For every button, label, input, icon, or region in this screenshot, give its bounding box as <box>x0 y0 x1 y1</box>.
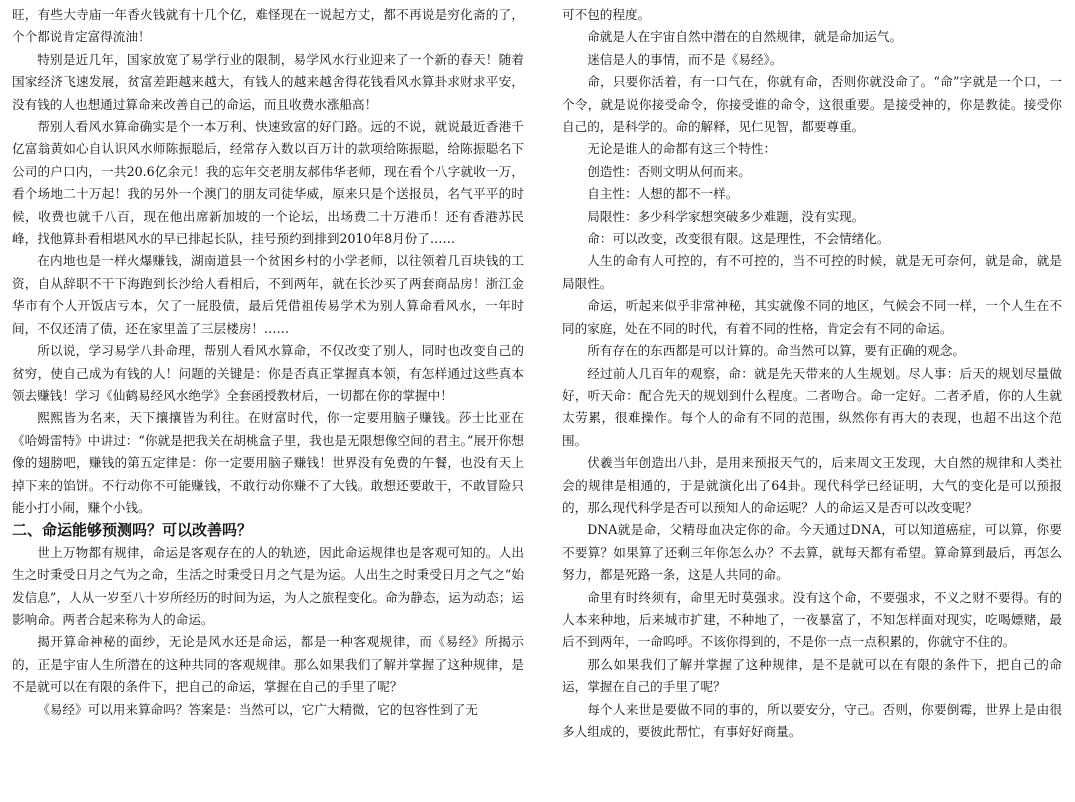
paragraph: 局限性：多少科学家想突破多少难题，没有实现。 <box>587 208 865 224</box>
paragraph: 所有存在的东西都是可以计算的。命当然可以算，要有正确的观念。 <box>587 343 965 359</box>
paragraph: 帮别人看风水算命确实是个一本万利、快速致富的好门路。远的不说，就说最近香港千亿富翁黄如心自认识风水师陈振聪后，经常存入数以百万计的款项给陈振聪，给陈振聪名下公司的户口内，一共20.6亿余元！我的忘年交老朋友郝伟华老师，现在看个八字就收一万，看个场地二十万起！我的另外一个澳门的朋友司徒华威，原来只是个送报员，名气平平的时候，收费也就千八百，现在他出席新加坡的一个论坛，出场费二十万港币！还有香港苏民峰，找他算卦看相堪风水的早已排起长队，挂号预约到排到2010年8月份了…… <box>12 119 524 247</box>
paragraph: 人生的命有人可控的，有不可控的，当不可控的时候，就是无可奈何，就是命，就是局限性。 <box>562 253 1062 291</box>
paragraph: 世上万物都有规律，命运是客观存在的人的轨迹，因此命运规律也是客观可知的。人出生之时秉受日月之气为之命，生活之时秉受日月之气是为运。人出生之时秉受日月之气之“始发信息”，人从一岁至八十岁所经历的时间为运，为人之旅程变化。命为静态，运为动态；运影响命。两者合起来称为人的命运。 <box>12 544 524 627</box>
paragraph: DNA就是命，父精母血决定你的命。今天通过DNA，可以知道癌症，可以算，你要不要算？如果算了还剩三年你怎么办？不去算，就每天都有希望。算命算到最后，再怎么努力，都是死路一条，这是人共同的命。 <box>562 522 1062 583</box>
paragraph-continuation: 可不包的程度。 <box>562 7 651 22</box>
paragraph: 所以说，学习易学八卦命理，帮别人看风水算命，不仅改变了别人，同时也改变自己的贫穷，使自己成为有钱的人！问题的关键是：你是否真正掌握真本领，有怎样通过这些真本领去赚钱！学习《仙鹤易经风水绝学》全套函授教材后，一切都在你的掌握中！ <box>12 343 524 403</box>
paragraph: 经过前人几百年的观察，命：就是先天带来的人生规划。尽人事：后天的规划尽量做好，听天命：配合先天的规划到什么程度。二者吻合。命一定好。二者矛盾，你的人生就太劳累，很难操作。每个人的命有不同的范围，纵然你有再大的表现，也超不出这个范围。 <box>562 365 1062 448</box>
paragraph: 特别是近几年，国家放宽了易学行业的限制，易学风水行业迎来了一个新的春天！随着国家经济飞速发展，贫富差距越来越大，有钱人的越来越舍得花钱看风水算卦求财求平安，没有钱的人也想通过算命来改善自己的命运，而且收费水涨船高！ <box>12 51 524 112</box>
section-heading: 二、命运能够预测吗？可以改善吗？ <box>12 521 253 540</box>
paragraph-continuation: 旺，有些大寺庙一年香火钱就有十几个亿，难怪现在一说起方丈，都不再说是穷化斋的了，个个都说肯定富得流油！ <box>12 7 524 45</box>
paragraph: 熙熙皆为名来，天下攘攘皆为利往。在财富时代，你一定要用脑子赚钱。莎士比亚在《哈姆雷特》中讲过：“你就是把我关在胡桃盒子里，我也是无限想像空间的君主。”展开你想像的翅膀吧，赚钱的第五定律是：你一定要用脑子赚钱！世界没有免费的午餐，也没有天上掉下来的馅饼。不行动你不可能赚钱，不敢行动你赚不了大钱。敢想还要敢干，不敢冒险只能小打小闹，赚个小钱。 <box>12 410 524 515</box>
paragraph: 命：可以改变，改变很有限。这是理性，不会情绪化。 <box>587 231 890 247</box>
right-text-column <box>562 4 1062 743</box>
paragraph: 伏羲当年创造出八卦，是用来预报天气的，后来周文王发现，大自然的规律和人类社会的规律是相通的，于是就演化出了64卦。现代科学已经证明，大气的变化是可以预报的，那么现代科学是否可以预知人的命运呢？人的命运又是否可以改变呢？ <box>562 455 1062 515</box>
paragraph: 《易经》可以用来算命吗？答案是：当然可以，它广大精微，它的包容性到了无 <box>37 701 478 717</box>
paragraph: 无论是谁人的命都有这三个特性： <box>587 141 777 157</box>
paragraph: 揭开算命神秘的面纱，无论是风水还是命运，都是一种客观规律，而《易经》所揭示的，正是宇宙人生所潜在的这种共同的客观规律。那么如果我们了解并掌握了这种规律，是不是就可以在有限的条件下，把自己的命运，掌握在自己的手里了呢？ <box>12 634 524 695</box>
paragraph: 自主性：人想的都不一样。 <box>587 186 739 202</box>
paragraph: 命里有时终须有，命里无时莫强求。没有这个命，不要强求，不义之财不要得。有的人本来种地，后来城市扩建，不种地了，一夜暴富了，不知怎样面对现实，吃喝嫖赌，最后不到两年，一命呜呼。不该你得到的，不是你一点一点积累的，你就守不住的。 <box>562 589 1062 650</box>
paragraph: 命运，听起来似乎非常神秘，其实就像不同的地区，气候会不同一样，一个人生在不同的家庭，处在不同的时代，有着不同的性格，肯定会有不同的命运。 <box>562 298 1062 336</box>
left-text-column <box>12 4 524 721</box>
paragraph: 每个人来世是要做不同的事的，所以要安分，守己。否则，你要倒霉，世界上是由很多人组成的，要彼此帮忙，有事好好商量。 <box>562 701 1062 739</box>
paragraph: 那么如果我们了解并掌握了这种规律，是不是就可以在有限的条件下，把自己的命运，掌握在自己的手里了呢？ <box>562 656 1062 695</box>
paragraph: 在内地也是一样火爆赚钱，湖南道县一个贫困乡村的小学老师，以往领着几百块钱的工资，自从辞职不干下海跑到长沙给人看相后，不到两年，就在长沙买了两套商品房！浙江金华市有个人开饭店亏本，欠了一屁股债，最后凭借祖传易学术为别人算命看风水，一年时间，不仅还清了债，还在家里盖了三层楼房！…… <box>12 253 524 336</box>
paragraph: 命，只要你活着，有一口气在，你就有命，否则你就没命了。“命”字就是一个口，一个令，就是说你接受命令，你接受谁的命令，这很重要。是接受神的，你是教徒。接受你自己的，是科学的。命的解释，见仁见智，都要尊重。 <box>562 74 1062 135</box>
paragraph: 迷信是人的事情，而不是《易经》。 <box>587 51 783 67</box>
paragraph: 创造性：否则文明从何而来。 <box>587 163 751 179</box>
paragraph: 命就是人在宇宙自然中潜在的自然规律，就是命加运气。 <box>587 29 903 45</box>
